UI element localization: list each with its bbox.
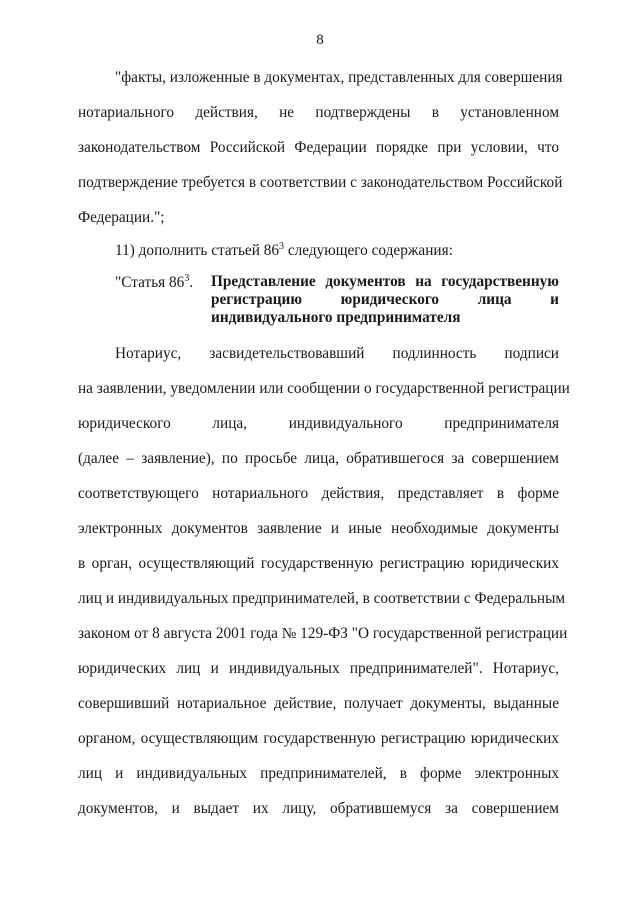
- quote-line-4: подтверждение требуется в соответствии с законодательством Российской: [78, 174, 563, 191]
- body-line-14: документов, и выдает их лицу, обратившемуся за совершением: [78, 800, 559, 817]
- quote-line-1: "факты, изложенные в документах, представленных для совершения: [115, 69, 563, 86]
- body-line-1: Нотариус, засвидетельствовавший подлинность подписи: [115, 345, 559, 362]
- body-line-12: органом, осуществляющим государственную регистрацию юридических: [78, 730, 559, 747]
- article-title-line-2: регистрацию юридического лица и: [211, 291, 559, 308]
- body-line-3: юридического лица, индивидуального предпринимателя: [78, 415, 559, 432]
- article-label: [115, 273, 193, 293]
- item-11-text-after: следующего содержания:: [284, 242, 453, 259]
- quote-line-2: нотариального действия, не подтверждены в установленном: [78, 104, 559, 121]
- body-line-11: совершивший нотариальное действие, получает документы, выданные: [78, 695, 559, 712]
- body-line-13: лиц и индивидуальных предпринимателей, в форме электронных: [78, 765, 559, 782]
- body-line-7: в орган, осуществляющий государственную регистрацию юридических: [78, 555, 559, 572]
- article-label-dot: .: [189, 274, 194, 291]
- body-line-6: электронных документов заявление и иные необходимые документы: [78, 520, 559, 537]
- item-11-text-before: 11) дополнить статьей 86: [115, 242, 280, 259]
- quote-line-3: законодательством Российской Федерации порядке при условии, что: [78, 139, 559, 156]
- body-line-4: (далее – заявление), по просьбе лица, обратившегося за совершением: [78, 450, 559, 467]
- item-11-superscript: 3: [279, 240, 285, 252]
- body-line-8: лиц и индивидуальных предпринимателей, в соответствии с Федеральным: [78, 590, 566, 607]
- article-label-text: "Статья 86: [115, 274, 185, 291]
- body-line-2: на заявлении, уведомлении или сообщении о государственной регистрации: [78, 380, 570, 397]
- article-title-line-1: Представление документов на государственную: [211, 273, 559, 290]
- article-title: [211, 273, 559, 327]
- body-line-10: юридических лиц и индивидуальных предпринимателей". Нотариус,: [78, 660, 559, 677]
- body-line-5: соответствующего нотариального действия, представляет в форме: [78, 485, 559, 502]
- article-title-line-3: индивидуального предпринимателя: [211, 309, 461, 326]
- article-label-superscript: 3: [184, 272, 190, 284]
- amendment-item-11: [115, 241, 559, 261]
- body-line-9: законом от 8 августа 2001 года № 129-ФЗ "О государственной регистрации: [78, 625, 568, 642]
- page-number: 8: [316, 32, 324, 48]
- quote-line-5: Федерации.";: [78, 209, 165, 226]
